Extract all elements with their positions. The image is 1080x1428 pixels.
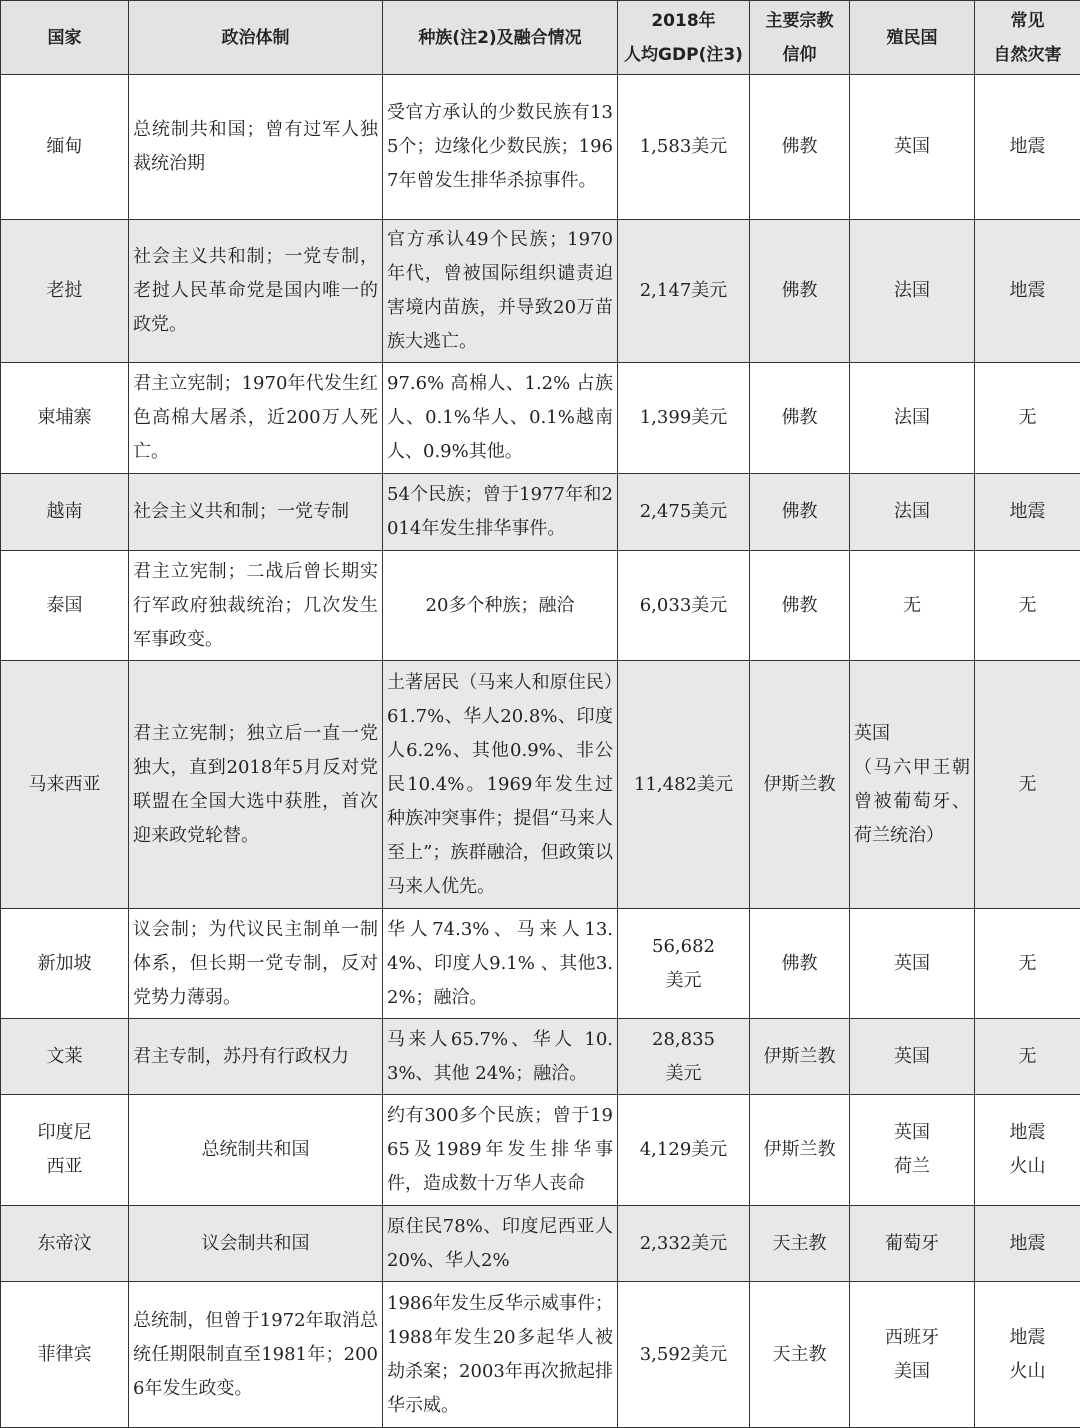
cell-country	[1, 551, 129, 661]
cell-colonizer	[850, 1206, 975, 1282]
cell-politics: 君主专制，苏丹有行政权力	[129, 1019, 383, 1095]
header-gdp-line: 人均GDP(注3)	[620, 38, 747, 72]
cell-colonizer	[850, 474, 975, 551]
header-religion	[750, 1, 850, 75]
header-religion-line: 信仰	[752, 38, 847, 72]
cell-colonizer-line: 英国	[854, 947, 970, 981]
cell-disaster-line: 火山	[979, 1150, 1076, 1184]
cell-ethnic: 1986年发生反华示威事件；1988年发生20多起华人被劫杀案；2003年再次掀起排华示威。	[383, 1282, 618, 1428]
cell-gdp-line: 28,835	[622, 1023, 745, 1057]
cell-religion: 佛教	[750, 909, 850, 1019]
cell-gdp	[618, 474, 750, 551]
cell-disaster	[975, 1019, 1080, 1095]
cell-gdp	[618, 661, 750, 909]
cell-gdp	[618, 220, 750, 363]
cell-disaster	[975, 1282, 1080, 1428]
cell-disaster-line: 地震	[979, 495, 1076, 529]
table-row	[1, 1019, 1080, 1095]
cell-colonizer-line: 法国	[854, 495, 970, 529]
cell-politics: 君主立宪制；独立后一直一党独大，直到2018年5月反对党联盟在全国大选中获胜，首次迎来政党轮替。	[129, 661, 383, 909]
header-gdp	[618, 1, 750, 75]
cell-politics: 议会制共和国	[129, 1206, 383, 1282]
cell-religion: 天主教	[750, 1282, 850, 1428]
table-row	[1, 220, 1080, 363]
cell-colonizer-line: 英国	[854, 1116, 970, 1150]
cell-gdp	[618, 75, 750, 220]
cell-ethnic: 54个民族；曾于1977年和2014年发生排华事件。	[383, 474, 618, 551]
cell-colonizer-line: 法国	[854, 274, 970, 308]
cell-country	[1, 661, 129, 909]
cell-gdp	[618, 1095, 750, 1206]
cell-disaster	[975, 661, 1080, 909]
cell-country-line: 柬埔寨	[5, 401, 124, 435]
table-row	[1, 1282, 1080, 1428]
cell-disaster-line: 火山	[979, 1355, 1076, 1389]
table-body	[1, 75, 1080, 1428]
cell-gdp	[618, 1206, 750, 1282]
cell-gdp-line: 2,475美元	[622, 495, 745, 529]
cell-disaster-line: 无	[979, 589, 1076, 623]
cell-disaster	[975, 1095, 1080, 1206]
cell-country	[1, 909, 129, 1019]
cell-religion: 佛教	[750, 363, 850, 474]
cell-ethnic: 华人74.3%、马来人13.4%、印度人9.1% 、其他3.2%；融洽。	[383, 909, 618, 1019]
cell-disaster-line: 地震	[979, 1321, 1076, 1355]
cell-disaster-line: 无	[979, 947, 1076, 981]
table-row	[1, 75, 1080, 220]
cell-disaster-line: 地震	[979, 274, 1076, 308]
cell-colonizer	[850, 363, 975, 474]
cell-colonizer	[850, 75, 975, 220]
cell-country-line: 新加坡	[5, 947, 124, 981]
cell-religion: 佛教	[750, 551, 850, 661]
cell-ethnic: 约有300多个民族；曾于1965及1989年发生排华事件，造成数十万华人丧命	[383, 1095, 618, 1206]
cell-colonizer	[850, 909, 975, 1019]
table-header	[1, 1, 1080, 75]
header-religion-line: 主要宗教	[752, 4, 847, 38]
cell-colonizer-line: 法国	[854, 401, 970, 435]
cell-ethnic: 受官方承认的少数民族有135个；边缘化少数民族；1967年曾发生排华杀掠事件。	[383, 75, 618, 220]
cell-country	[1, 220, 129, 363]
table-row	[1, 909, 1080, 1019]
cell-disaster	[975, 220, 1080, 363]
cell-colonizer-line: （马六甲王朝曾被葡萄牙、荷兰统治）	[854, 751, 970, 853]
cell-politics: 总统制共和国；曾有过军人独裁统治期	[129, 75, 383, 220]
cell-politics: 总统制共和国	[129, 1095, 383, 1206]
cell-colonizer	[850, 1019, 975, 1095]
cell-ethnic: 原住民78%、印度尼西亚人20%、华人2%	[383, 1206, 618, 1282]
cell-colonizer	[850, 1282, 975, 1428]
cell-disaster-line: 无	[979, 1040, 1076, 1074]
cell-country-line: 马来西亚	[5, 768, 124, 802]
table-row	[1, 363, 1080, 474]
header-politics: 政治体制	[129, 1, 383, 75]
cell-gdp	[618, 1282, 750, 1428]
cell-ethnic: 土著居民（马来人和原住民）61.7%、华人20.8%、印度人6.2%、其他0.9%、非公民10.4%。1969年发生过种族冲突事件；提倡“马来人至上”；族群融洽，但政策以马来人优先。	[383, 661, 618, 909]
cell-country-line: 东帝汶	[5, 1227, 124, 1261]
cell-country-line: 泰国	[5, 589, 124, 623]
header-colonizer: 殖民国	[850, 1, 975, 75]
cell-politics: 议会制；为代议民主制单一制体系，但长期一党专制，反对党势力薄弱。	[129, 909, 383, 1019]
cell-colonizer-line: 西班牙	[854, 1321, 970, 1355]
cell-country	[1, 363, 129, 474]
cell-religion: 伊斯兰教	[750, 1095, 850, 1206]
header-disaster	[975, 1, 1080, 75]
cell-disaster	[975, 474, 1080, 551]
cell-disaster	[975, 909, 1080, 1019]
cell-country-line: 越南	[5, 495, 124, 529]
table-row	[1, 1095, 1080, 1206]
cell-colonizer	[850, 220, 975, 363]
table-row	[1, 661, 1080, 909]
cell-gdp	[618, 551, 750, 661]
cell-colonizer	[850, 661, 975, 909]
cell-gdp	[618, 909, 750, 1019]
cell-country	[1, 1095, 129, 1206]
cell-colonizer	[850, 551, 975, 661]
cell-gdp-line: 4,129美元	[622, 1133, 745, 1167]
cell-gdp-line: 美元	[622, 1057, 745, 1091]
cell-gdp-line: 美元	[622, 964, 745, 998]
cell-country-line: 文莱	[5, 1040, 124, 1074]
cell-country-line: 印度尼	[5, 1116, 124, 1150]
cell-country-line: 老挝	[5, 274, 124, 308]
cell-politics: 君主立宪制；二战后曾长期实行军政府独裁统治；几次发生军事政变。	[129, 551, 383, 661]
cell-ethnic: 官方承认49个民族；1970年代，曾被国际组织谴责迫害境内苗族，并导致20万苗族大逃亡。	[383, 220, 618, 363]
cell-disaster-line: 无	[979, 401, 1076, 435]
cell-disaster-line: 地震	[979, 130, 1076, 164]
cell-ethnic: 20多个种族；融洽	[383, 551, 618, 661]
header-disaster-line: 自然灾害	[977, 38, 1078, 72]
cell-country-line: 西亚	[5, 1150, 124, 1184]
cell-colonizer-line: 葡萄牙	[854, 1227, 970, 1261]
cell-country	[1, 1019, 129, 1095]
cell-religion: 天主教	[750, 1206, 850, 1282]
cell-gdp-line: 11,482美元	[622, 768, 745, 802]
cell-disaster-line: 地震	[979, 1227, 1076, 1261]
cell-religion: 佛教	[750, 75, 850, 220]
cell-politics: 君主立宪制；1970年代发生红色高棉大屠杀，近200万人死亡。	[129, 363, 383, 474]
cell-country-line: 菲律宾	[5, 1338, 124, 1372]
table-row	[1, 551, 1080, 661]
cell-religion: 佛教	[750, 474, 850, 551]
cell-gdp-line: 2,332美元	[622, 1227, 745, 1261]
cell-colonizer-line: 荷兰	[854, 1150, 970, 1184]
header-gdp-line: 2018年	[620, 4, 747, 38]
cell-gdp-line: 2,147美元	[622, 274, 745, 308]
cell-gdp	[618, 363, 750, 474]
header-ethnic: 种族(注2)及融合情况	[383, 1, 618, 75]
cell-religion: 佛教	[750, 220, 850, 363]
cell-disaster-line: 无	[979, 768, 1076, 802]
cell-disaster	[975, 1206, 1080, 1282]
cell-gdp-line: 6,033美元	[622, 589, 745, 623]
cell-country	[1, 474, 129, 551]
cell-disaster	[975, 363, 1080, 474]
cell-politics: 总统制，但曾于1972年取消总统任期限制直至1981年；2006年发生政变。	[129, 1282, 383, 1428]
cell-colonizer	[850, 1095, 975, 1206]
table-row	[1, 474, 1080, 551]
header-disaster-line: 常见	[977, 4, 1078, 38]
cell-country	[1, 1206, 129, 1282]
table-row	[1, 1206, 1080, 1282]
cell-gdp	[618, 1019, 750, 1095]
cell-colonizer-line: 美国	[854, 1355, 970, 1389]
cell-disaster	[975, 75, 1080, 220]
cell-religion: 伊斯兰教	[750, 1019, 850, 1095]
cell-gdp-line: 1,583美元	[622, 130, 745, 164]
cell-colonizer-line: 英国	[854, 717, 970, 751]
cell-politics: 社会主义共和制；一党专制，老挝人民革命党是国内唯一的政党。	[129, 220, 383, 363]
cell-country-line: 缅甸	[5, 130, 124, 164]
cell-country	[1, 1282, 129, 1428]
cell-gdp-line: 56,682	[622, 930, 745, 964]
cell-disaster	[975, 551, 1080, 661]
header-country: 国家	[1, 1, 129, 75]
cell-colonizer-line: 无	[854, 589, 970, 623]
cell-gdp-line: 1,399美元	[622, 401, 745, 435]
cell-religion: 伊斯兰教	[750, 661, 850, 909]
cell-ethnic: 马来人65.7%、华人 10.3%、其他 24%；融洽。	[383, 1019, 618, 1095]
cell-ethnic: 97.6% 高棉人、1.2% 占族人、0.1%华人、0.1%越南人、0.9%其他。	[383, 363, 618, 474]
cell-gdp-line: 3,592美元	[622, 1338, 745, 1372]
cell-country	[1, 75, 129, 220]
cell-disaster-line: 地震	[979, 1116, 1076, 1150]
cell-politics: 社会主义共和制；一党专制	[129, 474, 383, 551]
cell-colonizer-line: 英国	[854, 1040, 970, 1074]
header-row	[1, 1, 1080, 75]
cell-colonizer-line: 英国	[854, 130, 970, 164]
